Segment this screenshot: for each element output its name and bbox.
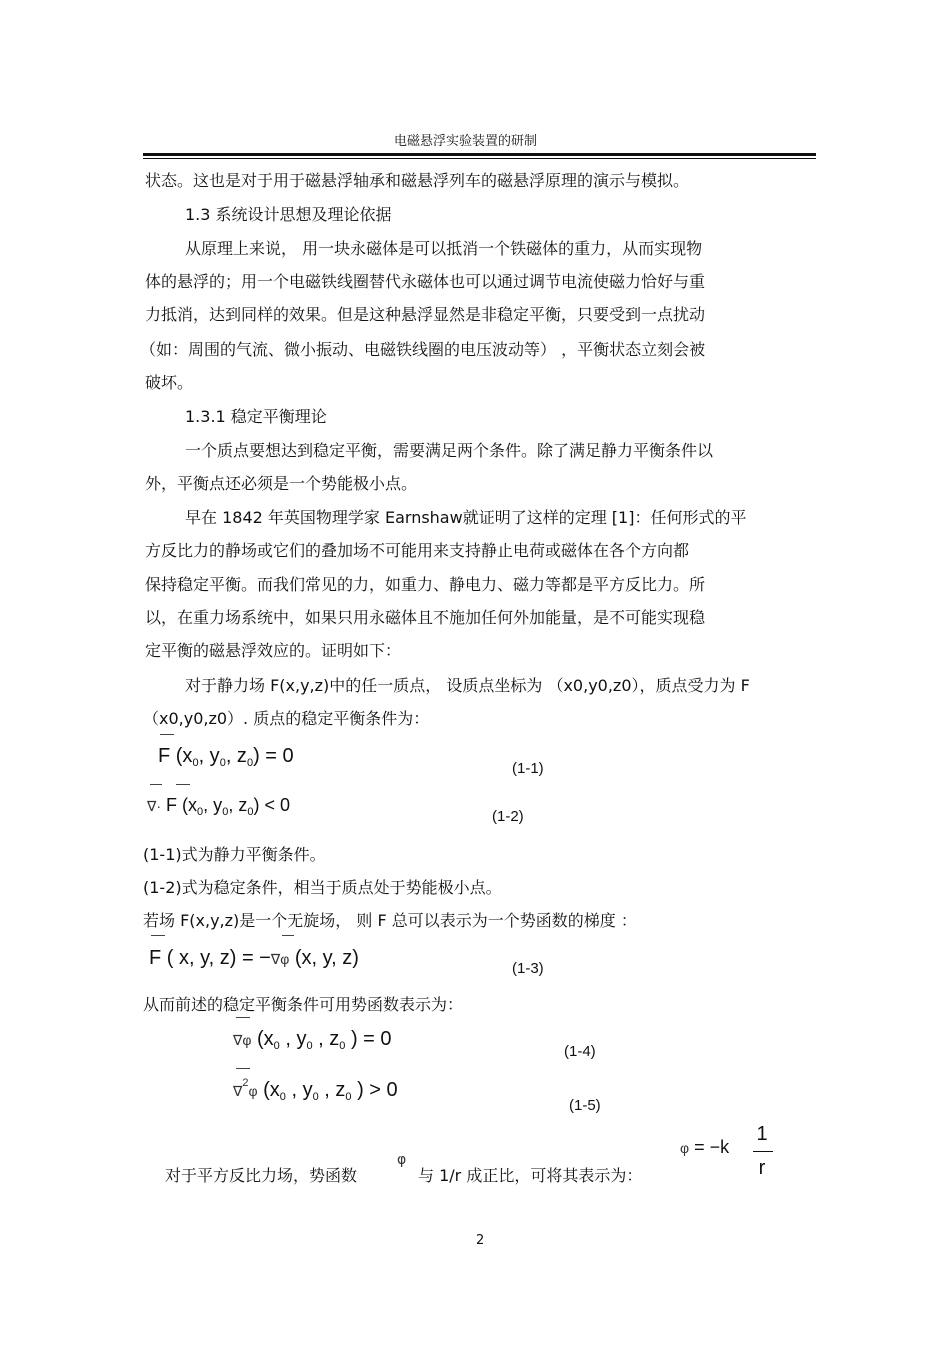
equation-1-1: F ($x_0$, $y_0$, $z_0) = 0$ bbox=[158, 745, 294, 769]
equation-1-2: ∇· F ($x_0$, $y_0$, $z_0) < 0$ bbox=[147, 795, 290, 818]
subsection-heading: 1.3.1 稳定平衡理论 bbox=[185, 407, 327, 426]
equation-number: (1-3) bbox=[512, 960, 544, 977]
paragraph-line: 一个质点要想达到稳定平衡，需要满足两个条件。除了满足静力平衡条件以 bbox=[185, 441, 714, 460]
equation-1-4: ∇φ ($x_0$ , $y_0$ , $z_0$ ) = 0 bbox=[233, 1028, 392, 1052]
paragraph-line: 体的悬浮的；用一个电磁铁线圈替代永磁体也可以通过调节电流使磁力恰好与重 bbox=[145, 272, 706, 291]
paragraph-line: 与 1/r 成正比，可将其表示为： bbox=[418, 1166, 643, 1185]
equation-number: (1-1) bbox=[512, 760, 544, 777]
vector-bar bbox=[160, 734, 174, 735]
paragraph-line: 力抵消，达到同样的效果。但是这种悬浮显然是非稳定平衡，只要受到一点扰动 bbox=[145, 305, 706, 324]
header-rule-thick bbox=[143, 153, 816, 156]
paragraph-line: (1-1)式为静力平衡条件。 bbox=[143, 845, 326, 864]
paragraph-line: 对于平方反比力场，势函数 bbox=[165, 1166, 358, 1185]
vector-bar bbox=[150, 784, 162, 785]
paragraph-line: 若场 F(x,y,z)是一个无旋场， 则 F 总可以表示为一个势函数的梯度 ： bbox=[143, 911, 637, 930]
paragraph-line: 状态。这也是对于用于磁悬浮轴承和磁悬浮列车的磁悬浮原理的演示与模拟。 bbox=[145, 171, 690, 190]
fraction-denominator: r bbox=[758, 1157, 766, 1179]
paragraph-line: 早在 1842 年英国物理学家 Earnshaw就证明了这样的定理 [1]：任何形式的平 bbox=[185, 508, 747, 527]
paragraph-line: 从而前述的稳定平衡条件可用势函数表示为： bbox=[143, 995, 464, 1014]
equation-number: (1-4) bbox=[564, 1043, 596, 1060]
paragraph-line: 定平衡的磁悬浮效应的。证明如下： bbox=[145, 641, 402, 660]
vector-bar bbox=[282, 935, 294, 936]
equation-1-5: ∇$^2$φ ($x_0$ , $y_0$ , $z_0$ ) > 0 bbox=[233, 1077, 398, 1103]
section-heading: 1.3 系统设计思想及理论依据 bbox=[185, 205, 392, 224]
equation-potential: φ = −k bbox=[680, 1137, 730, 1157]
paragraph-line: 外，平衡点还必须是一个势能极小点。 bbox=[145, 474, 418, 493]
vector-bar bbox=[236, 1017, 250, 1018]
paragraph-line: （如：周围的气流、微小振动、电磁铁线圈的电压波动等） ，平衡状态立刻会被 bbox=[140, 340, 706, 359]
paragraph-line: 保持稳定平衡。而我们常见的力，如重力、静电力、磁力等都是平方反比力。所 bbox=[145, 575, 706, 594]
paragraph-line: (1-2)式为稳定条件，相当于质点处于势能极小点。 bbox=[143, 878, 502, 897]
running-header: 电磁悬浮实验装置的研制 bbox=[394, 134, 538, 149]
paragraph-line: 方反比力的静场或它们的叠加场不可能用来支持静止电荷或磁体在各个方向都 bbox=[145, 541, 690, 560]
paragraph-line: 对于静力场 F(x,y,z)中的任一质点， 设质点坐标为 （x0,y0,z0），质点受力为 F bbox=[185, 676, 750, 695]
phi-symbol: φ bbox=[397, 1152, 407, 1168]
header-rule-thin bbox=[143, 158, 816, 159]
vector-bar bbox=[176, 784, 190, 785]
paragraph-line: （x0,y0,z0）. 质点的稳定平衡条件为： bbox=[143, 709, 430, 728]
equation-1-3: F ( x, y, z) = −∇φ (x, y, z) bbox=[149, 947, 359, 969]
paragraph-line: 以，在重力场系统中，如果只用永磁体且不施加任何外加能量，是不可能实现稳 bbox=[145, 608, 706, 627]
vector-bar bbox=[151, 935, 165, 936]
paragraph-line: 从原理上来说， 用一块永磁体是可以抵消一个铁磁体的重力，从而实现物 bbox=[185, 239, 703, 258]
fraction-bar bbox=[753, 1151, 773, 1152]
equation-number: (1-2) bbox=[492, 808, 524, 825]
fraction-numerator: 1 bbox=[756, 1123, 768, 1145]
page-number: 2 bbox=[476, 1233, 485, 1248]
equation-number: (1-5) bbox=[569, 1097, 601, 1114]
vector-bar bbox=[236, 1068, 250, 1069]
paragraph-line: 破坏。 bbox=[145, 373, 194, 392]
